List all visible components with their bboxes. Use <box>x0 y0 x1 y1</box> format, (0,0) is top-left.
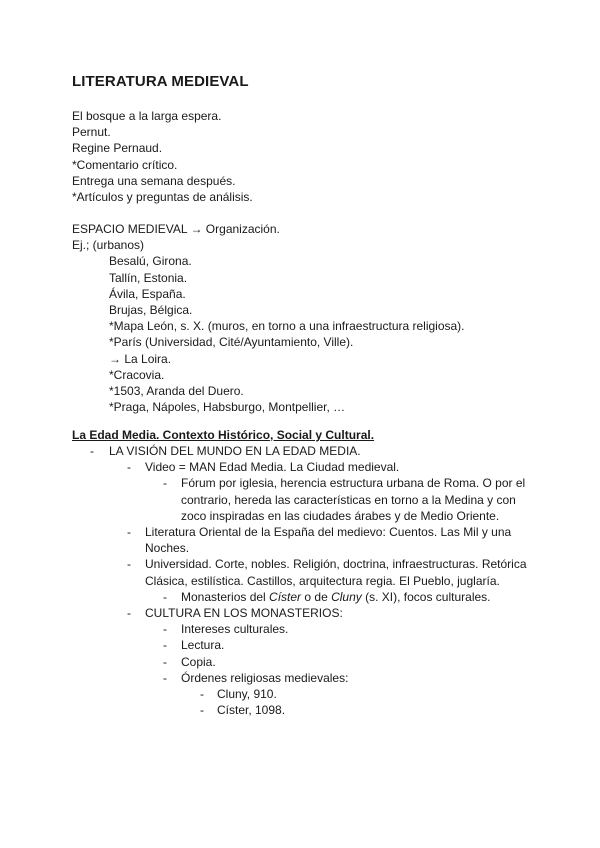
text-segment: Monasterios del <box>181 589 270 604</box>
espacio-item: Ávila, España. <box>109 286 186 301</box>
emphasis-cister: Císter <box>269 589 302 604</box>
espacio-item: *Mapa León, s. X. (muros, en torno a una infraestructura religiosa). <box>109 319 465 334</box>
espacio-heading: ESPACIO MEDIEVAL → Organización. <box>72 222 280 236</box>
espacio-item: *Praga, Nápoles, Habsburgo, Montpellier, … <box>109 400 346 415</box>
intro-line: Pernut. <box>72 125 111 140</box>
list-item <box>0 524 600 556</box>
list-dash: - <box>90 444 94 458</box>
list-dash: - <box>200 703 204 718</box>
list-item-text: CULTURA EN LOS MONASTERIOS: <box>145 606 343 621</box>
list-dash: - <box>163 476 167 491</box>
document-title: LITERATURA MEDIEVAL <box>72 73 249 90</box>
section-title: La Edad Media. Contexto Histórico, Social y Cultural. <box>72 428 375 442</box>
espacio-item: Brujas, Bélgica. <box>109 303 193 318</box>
list-dash: - <box>127 557 131 572</box>
espacio-item: *París (Universidad, Cité/Ayuntamiento, Ville). <box>109 335 354 350</box>
espacio-example-label: Ej.; (urbanos) <box>72 238 145 253</box>
espacio-item: Besalú, Girona. <box>109 254 192 269</box>
list-item-text: Copia. <box>181 654 216 669</box>
list-item <box>0 459 600 475</box>
intro-block <box>72 108 253 205</box>
list-item-text: Video = MAN Edad Media. La Ciudad medieval. <box>145 460 400 475</box>
list-item <box>0 637 600 653</box>
list-item <box>0 686 600 702</box>
list-item-text: Fórum por iglesia, herencia estructura urbana de Roma. O por el contrario, hereda las características en torno a la Medina y con zoco inspiradas en las ciudades árabes y de Medio Oriente. <box>181 476 526 523</box>
list-item-text: Cluny, 910. <box>217 687 277 702</box>
text-segment: o de <box>301 589 332 604</box>
list-dash: - <box>163 622 167 637</box>
list-item-text: Literatura Oriental de la España del medievo: Cuentos. Las Mil y una Noches. <box>145 525 512 556</box>
list-item-text: Universidad. Corte, nobles. Religión, doctrina, infraestructuras. Retórica Clásica, estilística. Castillos, arquitectura regia. El Pueblo, juglaría. <box>145 557 527 588</box>
emphasis-cluny: Cluny <box>331 589 362 604</box>
list-item <box>0 443 600 459</box>
list-item <box>0 621 600 637</box>
list-item <box>0 556 600 588</box>
list-item-text: Órdenes religiosas medievales: <box>181 670 349 685</box>
espacio-item: *Cracovia. <box>109 367 165 382</box>
list-dash: - <box>127 606 131 621</box>
list-dash: - <box>200 687 204 702</box>
intro-line: *Comentario crítico. <box>72 157 178 172</box>
intro-line: Entrega una semana después. <box>72 173 236 188</box>
espacio-item: *1503, Aranda del Duero. <box>109 384 244 399</box>
espacio-block <box>72 221 465 415</box>
list-dash: - <box>127 460 131 475</box>
list-item <box>0 589 600 605</box>
outline-list <box>0 443 600 718</box>
list-item <box>0 605 600 621</box>
list-item-text: Lectura. <box>181 638 225 653</box>
list-item <box>0 702 600 718</box>
list-item-text <box>181 589 531 605</box>
list-item-text: Intereses culturales. <box>181 622 289 637</box>
list-item-text: Císter, 1098. <box>217 703 286 718</box>
text-segment: (s. XI), focos culturales. <box>361 589 491 604</box>
list-dash: - <box>163 589 167 604</box>
list-item <box>0 475 600 524</box>
list-item <box>0 670 600 686</box>
espacio-item: Tallín, Estonia. <box>109 270 188 285</box>
espacio-item: → La Loira. <box>109 351 172 366</box>
list-dash: - <box>163 638 167 653</box>
list-dash: - <box>163 670 167 685</box>
intro-line: El bosque a la larga espera. <box>72 109 222 123</box>
intro-line: Regine Pernaud. <box>72 141 163 156</box>
list-dash: - <box>163 654 167 669</box>
list-dash: - <box>127 525 131 540</box>
list-item-text: LA VISIÓN DEL MUNDO EN LA EDAD MEDIA. <box>109 444 361 458</box>
list-item <box>0 654 600 670</box>
intro-line: *Artículos y preguntas de análisis. <box>72 190 253 205</box>
